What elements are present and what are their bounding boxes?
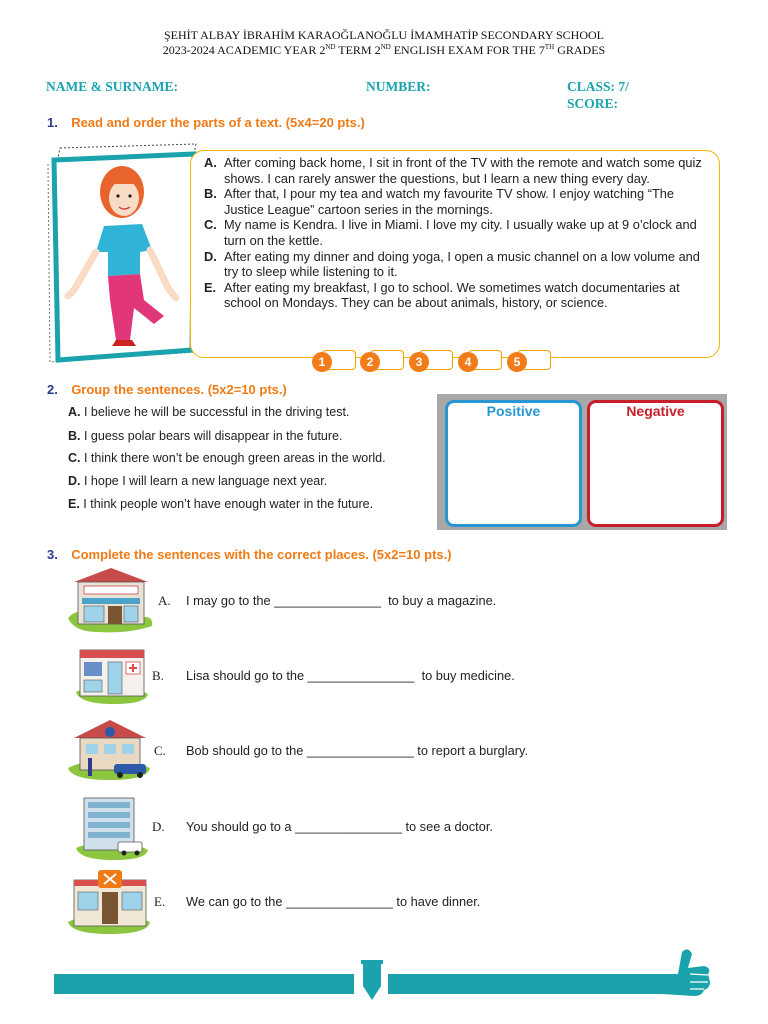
order-number: 1: [312, 352, 332, 372]
sentence-c: [186, 743, 528, 758]
paragraph-text: After that, I pour my tea and watch my favourite TV show. I enjoy watching “The Justice League” cartoon series in the mornings.: [224, 186, 675, 217]
police-station-illustration: [68, 716, 152, 780]
positive-label: Positive: [486, 403, 541, 419]
question-2-title: [47, 381, 287, 399]
answer-blank[interactable]: _______________: [306, 743, 414, 758]
bookshop-illustration: [68, 566, 154, 634]
item-text: I believe he will be successful in the driving test.: [83, 405, 350, 419]
name-surname-label: NAME & SURNAME:: [46, 79, 178, 94]
sentence-d: [186, 819, 493, 834]
paragraph-text: After eating my dinner and doing yoga, I open a music channel on a low volume and try to sleep while listening to it.: [224, 248, 700, 280]
paragraph-letter: E.: [204, 279, 217, 295]
question-title-text: Read and order the parts of a text. (5x4=20 pts.): [71, 115, 365, 130]
item-text: I think people won’t have enough water in the future.: [83, 497, 374, 511]
reading-paragraphs: [204, 155, 704, 311]
sentence-text: to report a burglary.: [417, 743, 529, 758]
sentence-letter-c: C.: [154, 743, 166, 758]
hospital-illustration: [74, 794, 150, 860]
sentence-e: [186, 894, 480, 909]
positive-box[interactable]: [445, 400, 582, 527]
school-name: ŞEHİT ALBAY İBRAHİM KARAOĞLANOĞLU İMAMHATİP SECONDARY SCHOOL: [163, 28, 605, 42]
paragraph-a: [204, 155, 704, 186]
sentence-letter-b: B.: [152, 668, 164, 683]
score-label: SCORE:: [567, 96, 619, 111]
order-number: 2: [360, 352, 380, 372]
question-number: 1.: [47, 115, 58, 130]
exam-title-part: TERM 2: [335, 43, 381, 57]
paragraph-text: After coming back home, I sit in front of the TV with the remote and watch some quiz shows. I can rarely answer the questions, but I learn a new thing every day.: [224, 155, 702, 186]
item-letter: D.: [68, 474, 81, 488]
negative-label: Negative: [626, 403, 685, 419]
paragraph-c: [204, 217, 704, 248]
question-title-text: Group the sentences. (5x2=10 pts.): [71, 382, 287, 397]
class-label: CLASS: 7/: [567, 79, 629, 94]
restaurant-illustration: [68, 868, 152, 934]
sentence-text: to see a doctor.: [405, 819, 493, 834]
paragraph-d: [204, 249, 704, 280]
exam-title-part: 2023-2024 ACADEMIC YEAR 2: [162, 43, 326, 57]
girl-illustration: [44, 140, 204, 368]
exam-title-part: GRADES: [554, 43, 606, 57]
paragraph-e: [204, 280, 704, 311]
exam-title: [0, 43, 768, 58]
ordinal-sup: ND: [380, 43, 391, 51]
sentence-text: Bob should go to the: [186, 743, 304, 758]
sentence-a: [186, 593, 496, 608]
item-letter: E.: [68, 497, 80, 511]
sentence-text: We can go to the: [186, 894, 283, 909]
pharmacy-illustration: [74, 646, 150, 704]
sentence-letter-d: D.: [152, 819, 165, 834]
sentence-b: [186, 668, 515, 683]
item-text: I guess polar bears will disappear in the future.: [83, 429, 343, 443]
paragraph-letter: C.: [204, 217, 217, 233]
question-number: 3.: [47, 547, 58, 562]
group-item-a: [68, 405, 349, 419]
order-number: 3: [409, 352, 429, 372]
footer-decoration: [50, 944, 718, 1004]
group-item-e: [68, 497, 373, 511]
answer-blank[interactable]: _______________: [307, 668, 415, 683]
sentence-text: to buy a magazine.: [388, 593, 497, 608]
sentence-text: You should go to a: [186, 819, 292, 834]
sentence-text: to have dinner.: [396, 894, 481, 909]
question-3-title: [47, 546, 452, 564]
sentence-text: to buy medicine.: [421, 668, 515, 683]
item-letter: C.: [68, 451, 81, 465]
answer-blank[interactable]: _______________: [295, 819, 402, 834]
item-letter: A.: [68, 405, 81, 419]
order-number: 5: [507, 352, 527, 372]
paragraph-b: [204, 186, 704, 217]
paragraph-text: After eating my breakfast, I go to school. We sometimes watch documentaries at school on Mondays. They can be about animals, history, or science.: [224, 279, 680, 311]
order-number: 4: [458, 352, 478, 372]
exam-title-part: ENGLISH EXAM FOR THE 7: [390, 43, 545, 57]
answer-blank[interactable]: _______________: [274, 593, 381, 608]
negative-box[interactable]: [587, 400, 724, 527]
paragraph-text: My name is Kendra. I live in Miami. I love my city. I usually wake up at 9 o’clock and turn on the kettle.: [224, 217, 697, 248]
item-text: I hope I will learn a new language next year.: [83, 474, 328, 488]
question-title-text: Complete the sentences with the correct places. (5x2=10 pts.): [71, 547, 452, 562]
answer-blank[interactable]: _______________: [286, 894, 393, 909]
sentence-letter-a: A.: [158, 593, 171, 608]
item-letter: B.: [68, 429, 81, 443]
paragraph-letter: D.: [204, 248, 217, 264]
question-1-title: [47, 114, 365, 132]
group-item-d: [68, 474, 327, 488]
sentence-text: I may go to the: [186, 593, 271, 608]
sentence-letter-e: E.: [154, 894, 166, 909]
item-text: I think there won’t be enough green areas in the world.: [83, 451, 386, 465]
group-item-c: [68, 451, 386, 465]
question-number: 2.: [47, 382, 58, 397]
paragraph-letter: B.: [204, 186, 217, 202]
group-item-b: [68, 429, 342, 443]
ordinal-sup: TH: [544, 43, 555, 51]
number-label: NUMBER:: [366, 79, 431, 94]
paragraph-letter: A.: [204, 155, 217, 170]
ordinal-sup: ND: [325, 43, 336, 51]
sentence-text: Lisa should go to the: [186, 668, 305, 683]
